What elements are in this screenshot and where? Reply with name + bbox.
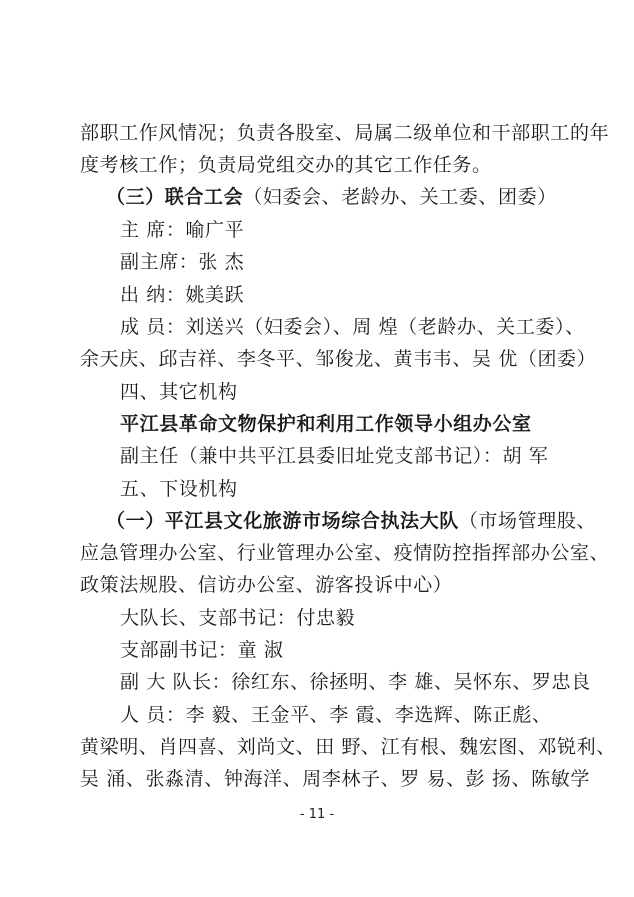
text-line: 部职工作风情况；负责各股室、局属二级单位和干部职工的年 (80, 122, 610, 144)
text-line: 余天庆、邱吉祥、李冬平、邹俊龙、黄韦韦、吴 优（团委） (80, 348, 597, 370)
text-line: 应急管理办公室、行业管理办公室、疫情防控指挥部办公室、 (80, 542, 610, 564)
text-line: 人 员：李 毅、王金平、李 霞、李选辉、陈正彪、 (120, 704, 552, 726)
brigade-heading-title: （一）平江县文化旅游市场综合执法大队 (106, 510, 459, 532)
text-line: 成 员：刘送兴（妇委会）、周 煌（老龄办、关工委）、 (120, 316, 585, 338)
text-line: 副主席：张 杰 (120, 251, 245, 273)
union-heading-title: （三）联合工会 (106, 186, 244, 208)
text-line: 出 纳：姚美跃 (120, 284, 245, 306)
text-line: 度考核工作；负责局党组交办的其它工作任务。 (80, 154, 492, 176)
text-line: 黄梁明、肖四喜、刘尚文、田 野、江有根、魏宏图、邓锐利、 (80, 736, 616, 758)
text-line: 支部副书记：童 淑 (120, 639, 284, 661)
text-line: 副主任（兼中共平江县委旧址党支部书记）：胡 军 (120, 445, 549, 467)
text-line: 主 席：喻广平 (120, 219, 245, 241)
text-line: 大队长、支部书记：付忠毅 (120, 607, 356, 629)
union-heading (106, 185, 557, 209)
brigade-heading-subtitle: （市场管理股、 (458, 510, 597, 532)
brigade-heading (106, 509, 597, 533)
section-heading-other: 四、其它机构 (120, 381, 238, 403)
page-number: - 11 - (299, 807, 335, 822)
text-line: 副 大 队长：徐红东、徐拯明、李 雄、吴怀东、罗忠良 (120, 671, 591, 693)
section-heading-subordinate: 五、下设机构 (120, 478, 238, 500)
office-heading: 平江县革命文物保护和利用工作领导小组办公室 (120, 413, 532, 435)
text-line: 政策法规股、信访办公室、游客投诉中心） (80, 574, 453, 596)
text-line: 吴 涌、张淼清、钟海洋、周李林子、罗 易、彭 扬、陈敏学 (80, 768, 590, 790)
union-heading-subtitle: （妇委会、老龄办、关工委、团委） (243, 186, 557, 208)
